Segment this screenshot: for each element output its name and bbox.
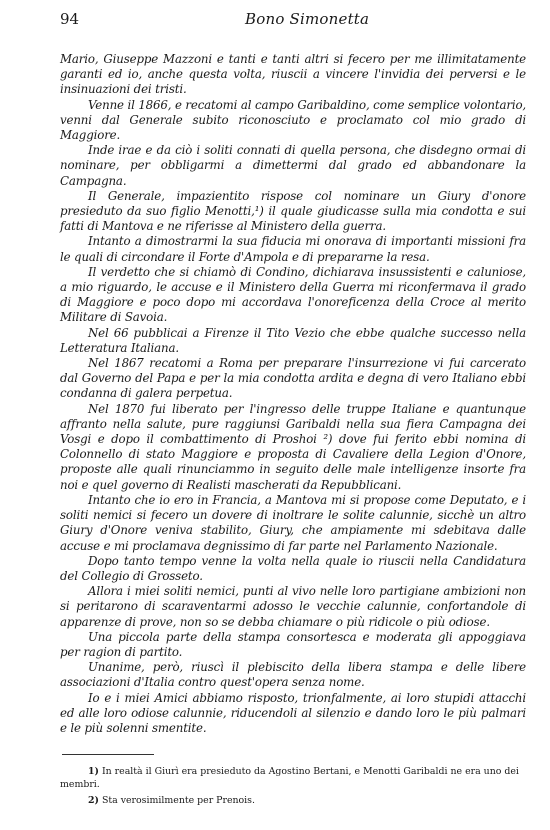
paragraph: Allora i miei soliti nemici, punti al vivo nelle loro partigiane ambizioni non si peritarono di scaraventarmi adosso le vecchie calunnie, confortandole di apparenze di prove, non so se debba chiamare o più ridicole o più odiose. xyxy=(60,584,526,629)
paragraph: Intanto che io ero in Francia, a Mantova mi si propose come Deputato, e i soliti nemici si fecero un dovere di inoltrare le solite calunnie, sicchè un altro Giury d'Onore veniva stabilito, Giury, che ampiamente mi sdebitava dalle accuse e mi proclamava degnissimo di far parte nel Parlamento Nazionale. xyxy=(60,492,526,553)
paragraph: Intanto a dimostrarmi la sua fiducia mi onorava di importanti missioni fra le quali di circondare il Forte d'Ampola e di prepararne la resa. xyxy=(60,234,526,264)
paragraph: Inde irae e da ciò i soliti connati di quella persona, che disdegno ormai di nominare, per obbligarmi a dimettermi dal grado ed abbandonare la Campagna. xyxy=(60,143,526,188)
paragraph: Il verdetto che si chiamò di Condino, dichiarava insussistenti e caluniose, a mio riguardo, le accuse e il Ministero della Guerra mi riconfermava il grado di Maggiore e poco dopo mi accordava l'onoreficenza della Croce al merito Militare di Savoia. xyxy=(60,264,526,325)
page-header xyxy=(60,10,530,34)
paragraph: Dopo tanto tempo venne la volta nella quale io riuscii nella Candidatura del Collegio di Grosseto. xyxy=(60,553,526,583)
footnote-mark: 1) xyxy=(88,766,99,777)
body-text xyxy=(60,52,526,736)
paragraph: Una piccola parte della stampa consortesca e moderata gli appoggiava per ragion di partito. xyxy=(60,629,526,659)
footnote xyxy=(60,766,526,791)
paragraph: Mario, Giuseppe Mazzoni e tanti e tanti altri si fecero per me illimitatamente garanti ed io, anche questa volta, riuscii a vincere l'invidia dei perversi e le insinuazioni dei tristi. xyxy=(60,52,526,97)
footnote-mark: 2) xyxy=(88,795,99,806)
paragraph: Unanime, però, riuscì il plebiscito della libera stampa e delle libere associazioni d'Italia contro quest'opera senza nome. xyxy=(60,660,526,690)
footnote-text: In realtà il Giurì era presieduto da Agostino Bertani, e Menotti Garibaldi ne era uno dei membri. xyxy=(60,766,519,790)
running-title: Bono Simonetta xyxy=(245,10,370,28)
footnote-rule xyxy=(62,754,154,755)
paragraph: Venne il 1866, e recatomi al campo Garibaldino, come semplice volontario, venni dal Generale subito riconosciuto e proclamato col mio grado di Maggiore. xyxy=(60,97,526,143)
paragraph: Nel 66 pubblicai a Firenze il Tito Vezio che ebbe qualche successo nella Letteratura Italiana. xyxy=(60,325,526,355)
paragraph: Il Generale, impazientito rispose col nominare un Giury d'onore presieduto da suo figlio Menotti,¹) il quale giudicasse sulla mia condotta e sui fatti di Mantova e ne riferisse al Ministero della guerra. xyxy=(60,188,526,234)
footnote-text: Sta verosimilmente per Prenois. xyxy=(101,795,255,806)
footnotes xyxy=(60,766,526,812)
page-number: 94 xyxy=(60,10,80,28)
paragraph: Nel 1870 fui liberato per l'ingresso delle truppe Italiane e quantunque affranto nella salute, pure raggiunsi Garibaldi nella sua fiera Campagna dei Vosgi e dopo il combattimento di Proshoi ²) dove fui ferito ebbi nomina di Colonnello di stato Maggiore e proposta di Cavaliere della Legion d'Onore, proposte alle quali rinunciammo in seguito delle male intelligenze insorte fra noi e quel governo di Realisti mascherati da Repubblicani. xyxy=(60,401,526,492)
paragraph: Nel 1867 recatomi a Roma per preparare l'insurrezione vi fui carcerato dal Governo del Papa e per la mia condotta ardita e degna di vero Italiano ebbi condanna di galera perpetua. xyxy=(60,356,526,401)
paragraph: Io e i miei Amici abbiamo risposto, trionfalmente, ai loro stupidi attacchi ed alle loro odiose calunnie, riducendoli al silenzio e dando loro le più palmari e le più solenni smentite. xyxy=(60,690,526,735)
footnote xyxy=(60,795,526,808)
